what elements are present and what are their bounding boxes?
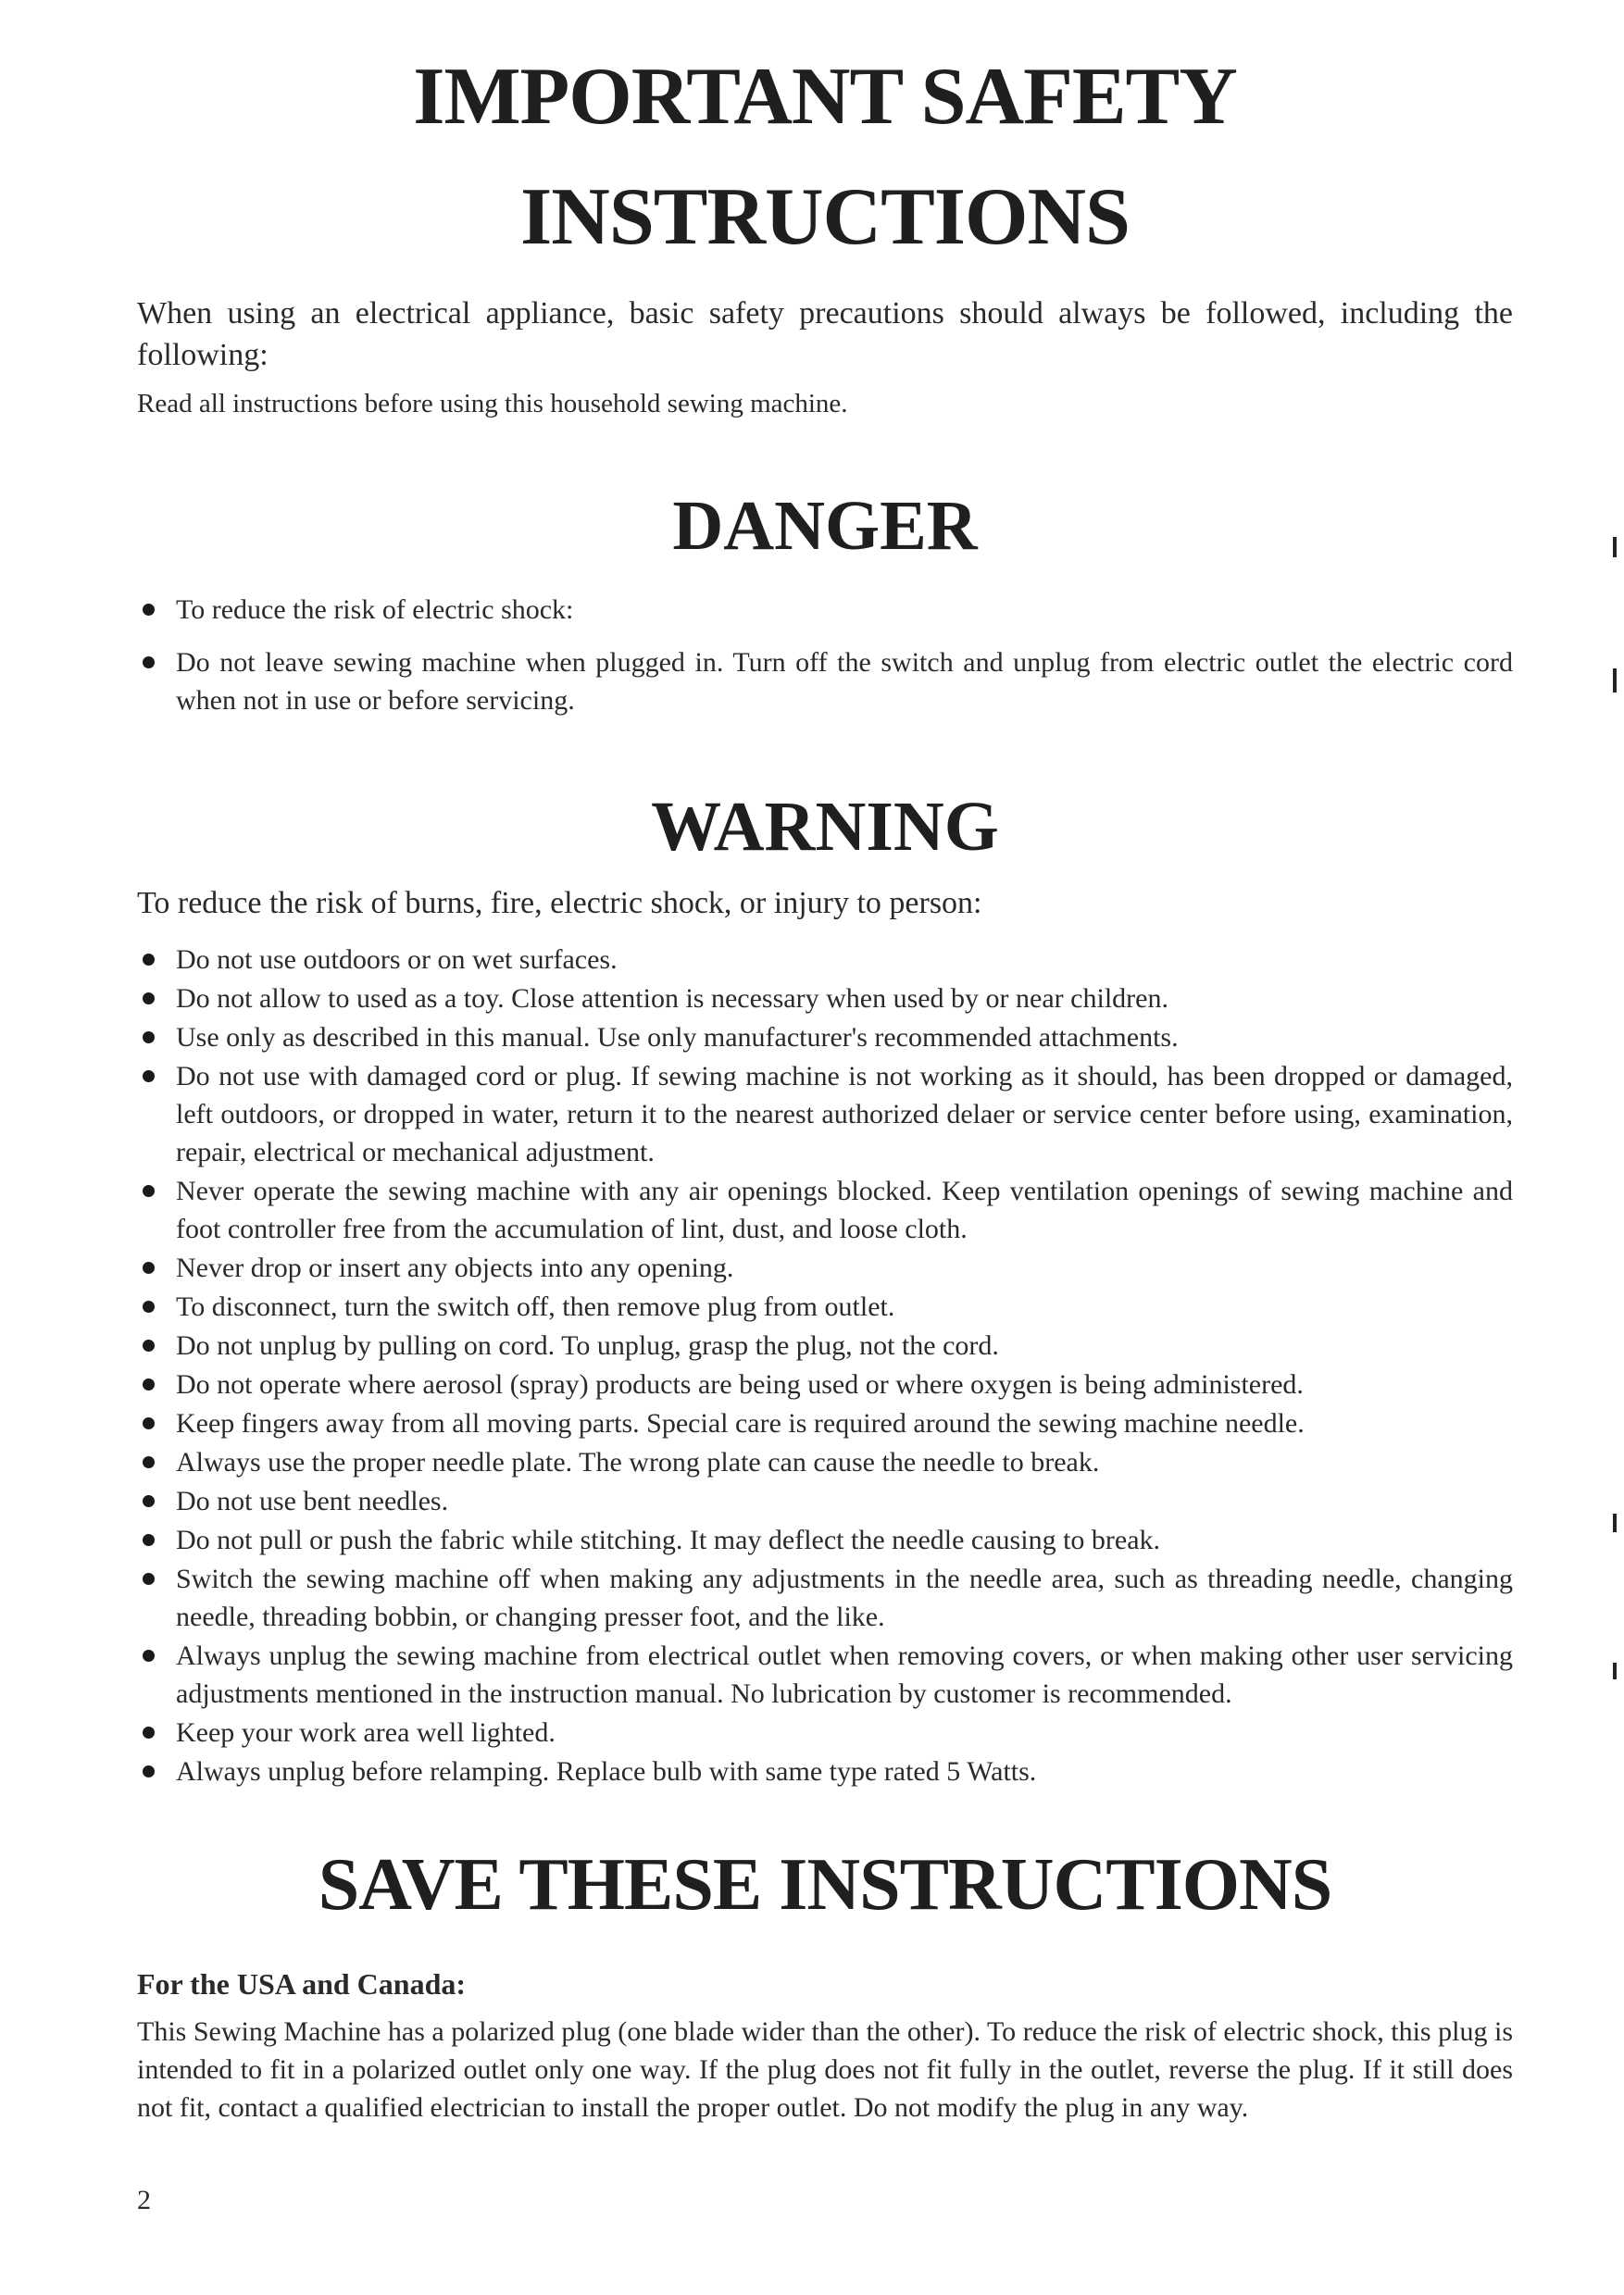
polarized-plug-paragraph: This Sewing Machine has a polarized plug (one blade wider than the other). To reduce the risk of electric shock, this plug is intended to fit in a polarized outlet only one way. If the plug does not fit fully in the outlet, reverse the plug. If it still does not fit, contact a qualified electrician to install the proper outlet. Do not modify the plug in any way. bbox=[137, 2016, 1513, 2123]
warning-item bbox=[137, 1443, 1513, 1481]
bullet-icon bbox=[143, 1456, 155, 1468]
warning-item bbox=[137, 1752, 1513, 1790]
warning-item bbox=[137, 1057, 1513, 1171]
warning-item-text: Always unplug the sewing machine from electrical outlet when removing covers, or when making other user servicing adjustments mentioned in the instruction manual. No lubrication by customer is recommended. bbox=[176, 1640, 1513, 1709]
document-page bbox=[137, 37, 1513, 2127]
bullet-icon bbox=[143, 656, 155, 668]
bullet-icon bbox=[143, 954, 155, 966]
warning-item-text: Always use the proper needle plate. The wrong plate can cause the needle to break. bbox=[176, 1447, 1100, 1478]
warning-item-text: Keep fingers away from all moving parts. Special care is required around the sewing machine needle. bbox=[176, 1408, 1305, 1439]
scan-artifact bbox=[1613, 668, 1617, 692]
bullet-icon bbox=[143, 1727, 155, 1739]
bullet-icon bbox=[143, 1650, 155, 1662]
bullet-icon bbox=[143, 1417, 155, 1429]
warning-item-text: To disconnect, turn the switch off, then remove plug from outlet. bbox=[176, 1291, 895, 1322]
warning-item-text: Always unplug before relamping. Replace bulb with same type rated 5 Watts. bbox=[176, 1756, 1037, 1787]
warning-item bbox=[137, 1327, 1513, 1365]
danger-item-text: To reduce the risk of electric shock: bbox=[176, 594, 574, 625]
warning-item-text: Do not use bent needles. bbox=[176, 1486, 449, 1516]
bullet-icon bbox=[143, 1070, 155, 1082]
danger-item bbox=[137, 591, 1513, 629]
warning-item-text: Do not allow to used as a toy. Close attention is necessary when used by or near children. bbox=[176, 983, 1168, 1014]
warning-item-text: Never operate the sewing machine with any air openings blocked. Keep ventilation openings of sewing machine and foot controller free from the accumulation of lint, dust, and loose cloth. bbox=[176, 1176, 1513, 1244]
danger-title: DANGER bbox=[672, 487, 978, 565]
warning-item-text: Do not use with damaged cord or plug. If sewing machine is not working as it should, has been dropped or damaged, left outdoors, or dropped in water, return it to the nearest authorized delaer or service center before using, examination, repair, electrical or mechanical adjustment. bbox=[176, 1061, 1513, 1167]
warning-item bbox=[137, 1637, 1513, 1713]
warning-item bbox=[137, 1482, 1513, 1520]
main-title: IMPORTANT SAFETY INSTRUCTIONS bbox=[413, 52, 1237, 262]
danger-list bbox=[137, 591, 1513, 719]
warning-item bbox=[137, 941, 1513, 979]
bullet-icon bbox=[143, 1534, 155, 1546]
warning-item bbox=[137, 1018, 1513, 1056]
warning-item-text: Switch the sewing machine off when making any adjustments in the needle area, such as threading needle, changing needle, threading bobbin, or changing presser foot, and the like. bbox=[176, 1564, 1513, 1632]
warning-item-text: Use only as described in this manual. Use only manufacturer's recommended attachments. bbox=[176, 1022, 1179, 1053]
warning-item bbox=[137, 1288, 1513, 1326]
warning-item-text: Never drop or insert any objects into any opening. bbox=[176, 1253, 734, 1283]
warning-list bbox=[137, 941, 1513, 1790]
bullet-icon bbox=[143, 1340, 155, 1352]
warning-item bbox=[137, 1366, 1513, 1403]
read-instructions-line: Read all instructions before using this household sewing machine. bbox=[137, 389, 848, 418]
warning-item bbox=[137, 1249, 1513, 1287]
warning-item-text: Do not pull or push the fabric while stitching. It may deflect the needle causing to break. bbox=[176, 1525, 1161, 1555]
bullet-icon bbox=[143, 1765, 155, 1777]
warning-intro: To reduce the risk of burns, fire, electric shock, or injury to person: bbox=[137, 886, 982, 920]
warning-item bbox=[137, 1404, 1513, 1442]
bullet-icon bbox=[143, 1031, 155, 1043]
page-number: 2 bbox=[137, 2185, 151, 2215]
bullet-icon bbox=[143, 1301, 155, 1313]
bullet-icon bbox=[143, 1573, 155, 1585]
scan-artifact bbox=[1613, 1514, 1617, 1532]
bullet-icon bbox=[143, 1495, 155, 1507]
save-instructions-title: SAVE THESE INSTRUCTIONS bbox=[318, 1844, 1332, 1926]
danger-item bbox=[137, 643, 1513, 719]
warning-item-text: Do not use outdoors or on wet surfaces. bbox=[176, 944, 618, 975]
warning-item bbox=[137, 1560, 1513, 1636]
intro-paragraph: When using an electrical appliance, basic safety precautions should always be followed, including the following: bbox=[137, 296, 1513, 372]
bullet-icon bbox=[143, 992, 155, 1004]
warning-item-text: Keep your work area well lighted. bbox=[176, 1717, 556, 1748]
warning-item-text: Do not operate where aerosol (spray) products are being used or where oxygen is being administered. bbox=[176, 1369, 1304, 1400]
warning-item bbox=[137, 1172, 1513, 1248]
warning-title: WARNING bbox=[651, 788, 999, 866]
scan-artifact bbox=[1613, 537, 1617, 557]
scan-artifact bbox=[1613, 1663, 1617, 1679]
bullet-icon bbox=[143, 1185, 155, 1197]
warning-item bbox=[137, 1714, 1513, 1752]
warning-item bbox=[137, 1521, 1513, 1559]
bullet-icon bbox=[143, 1262, 155, 1274]
bullet-icon bbox=[143, 604, 155, 616]
warning-item bbox=[137, 979, 1513, 1017]
danger-item-text: Do not leave sewing machine when plugged in. Turn off the switch and unplug from electric outlet the electric cord when not in use or before servicing. bbox=[176, 647, 1513, 716]
usa-canada-heading: For the USA and Canada: bbox=[137, 1967, 467, 2001]
warning-item-text: Do not unplug by pulling on cord. To unplug, grasp the plug, not the cord. bbox=[176, 1330, 999, 1361]
bullet-icon bbox=[143, 1378, 155, 1391]
